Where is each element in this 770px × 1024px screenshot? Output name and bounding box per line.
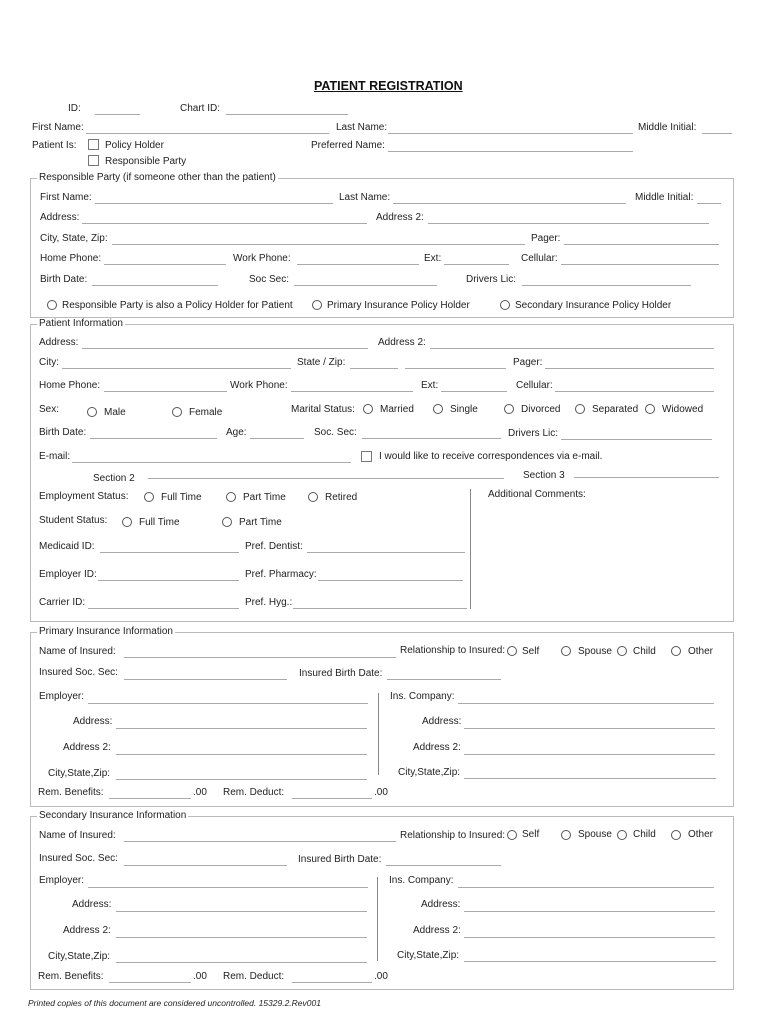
rp-soc-sec-field[interactable] (294, 285, 437, 286)
pri-ins-address2-label: Address 2: (413, 742, 461, 753)
widowed-radio[interactable] (645, 404, 655, 414)
rp-policy-holder-option: Responsible Party is also a Policy Holder for Patient (62, 300, 293, 311)
rp-address2-label: Address 2: (376, 212, 424, 223)
sec-soc-sec-label: Insured Soc. Sec: (39, 853, 118, 864)
pt-work-phone-label: Work Phone: (230, 380, 288, 391)
section-3-divider (574, 477, 719, 478)
pri-self-radio[interactable] (507, 646, 517, 656)
rp-cellular-label: Cellular: (521, 253, 558, 264)
male-label: Male (104, 407, 126, 418)
sec-ins-address-label: Address: (421, 899, 461, 910)
pref-pharmacy-field[interactable] (318, 580, 463, 581)
sec-soc-sec-field[interactable] (124, 865, 287, 866)
pt-birth-date-field[interactable] (90, 438, 217, 439)
last-name-label: Last Name: (336, 122, 388, 133)
middle-initial-field[interactable] (702, 133, 732, 134)
sec-address-label: Address: (72, 899, 112, 910)
pri-name-insured-field[interactable] (124, 657, 396, 658)
pri-self-label: Self (522, 646, 540, 657)
pri-relationship-label: Relationship to Insured: (400, 645, 506, 656)
rp-address2-field[interactable] (428, 223, 709, 224)
pt-sex-label: Sex: (39, 404, 60, 415)
pt-cellular-label: Cellular: (516, 380, 553, 391)
rp-city-field[interactable] (112, 244, 525, 245)
medicaid-id-field[interactable] (100, 552, 239, 553)
sec-city-label: City,State,Zip: (48, 951, 111, 962)
sec-rem-benefits-field[interactable] (109, 982, 191, 983)
pri-address2-label: Address 2: (63, 742, 111, 753)
rp-home-phone-field[interactable] (104, 264, 226, 265)
pt-ext-label: Ext: (421, 380, 439, 391)
sec-rem-deduct-cents: .00 (374, 971, 388, 982)
rp-primary-option: Primary Insurance Policy Holder (327, 300, 470, 311)
rp-secondary-radio[interactable] (500, 300, 510, 310)
pt-state-zip-label: State / Zip: (297, 357, 346, 368)
student-status-label: Student Status: (39, 515, 108, 526)
secondary-insurance-section (30, 816, 734, 990)
divorced-label: Divorced (521, 404, 561, 415)
pri-birth-date-field[interactable] (387, 679, 501, 680)
patient-is-label: Patient Is: (32, 140, 77, 151)
pt-ext-field[interactable] (441, 391, 507, 392)
pri-rem-benefits-label: Rem. Benefits: (38, 787, 104, 798)
sec-child-radio[interactable] (617, 830, 627, 840)
employment-part-time-radio[interactable] (226, 492, 236, 502)
pt-drivers-lic-label: Drivers Lic: (508, 428, 559, 439)
sec-spouse-radio[interactable] (561, 830, 571, 840)
sec-name-insured-label: Name of Insured: (39, 830, 116, 841)
pref-pharmacy-label: Pref. Pharmacy: (245, 569, 317, 580)
carrier-id-label: Carrier ID: (39, 597, 86, 608)
middle-initial-label: Middle Initial: (638, 122, 697, 133)
sec-birth-date-field[interactable] (386, 865, 501, 866)
sec-address2-field[interactable] (116, 937, 367, 938)
student-full-time-radio[interactable] (122, 517, 132, 527)
sec-child-label: Child (633, 829, 656, 840)
pt-address-label: Address: (39, 337, 79, 348)
pri-soc-sec-label: Insured Soc. Sec: (39, 667, 118, 678)
pt-state-field[interactable] (350, 368, 398, 369)
pri-spouse-radio[interactable] (561, 646, 571, 656)
pri-ins-address-field[interactable] (464, 728, 715, 729)
female-radio[interactable] (172, 407, 182, 417)
sec-ins-city-label: City,State,Zip: (397, 950, 460, 961)
sec-other-radio[interactable] (671, 830, 681, 840)
student-part-time-label: Part Time (239, 517, 282, 528)
pt-address-field[interactable] (82, 348, 368, 349)
sec-self-radio[interactable] (507, 830, 517, 840)
pt-city-label: City: (39, 357, 59, 368)
medicaid-id-label: Medicaid ID: (39, 541, 95, 552)
pt-work-phone-field[interactable] (291, 391, 413, 392)
pref-hyg-label: Pref. Hyg.: (245, 597, 293, 608)
pt-city-field[interactable] (62, 368, 291, 369)
pri-city-field[interactable] (116, 779, 367, 780)
pt-pager-label: Pager: (513, 357, 543, 368)
pri-rem-benefits-field[interactable] (109, 798, 191, 799)
primary-insurance-section (30, 632, 734, 807)
sec-relationship-label: Relationship to Insured: (400, 830, 506, 841)
section-2-label: Section 2 (93, 473, 135, 484)
pt-drivers-lic-field[interactable] (561, 439, 712, 440)
sec-column-divider (377, 877, 378, 961)
pri-child-label: Child (633, 646, 656, 657)
responsible-party-checkbox[interactable] (88, 155, 99, 166)
employer-id-label: Employer ID: (39, 569, 97, 580)
rp-pager-label: Pager: (531, 233, 561, 244)
pt-home-phone-field[interactable] (104, 391, 227, 392)
rp-work-phone-field[interactable] (297, 264, 419, 265)
pri-address2-field[interactable] (116, 754, 367, 755)
male-radio[interactable] (87, 407, 97, 417)
single-label: Single (450, 404, 478, 415)
pri-city-label: City,State,Zip: (48, 768, 111, 779)
sec-address2-label: Address 2: (63, 925, 111, 936)
pref-dentist-label: Pref. Dentist: (245, 541, 303, 552)
section-separator (470, 489, 471, 609)
first-name-field[interactable] (86, 133, 329, 134)
sec-other-label: Other (688, 829, 714, 840)
rp-last-name-label: Last Name: (339, 192, 391, 203)
id-label: ID: (68, 103, 81, 114)
pri-employer-label: Employer: (39, 691, 85, 702)
pri-ins-city-label: City,State,Zip: (398, 767, 461, 778)
pt-soc-sec-label: Soc. Sec: (314, 427, 357, 438)
pt-age-field[interactable] (250, 438, 304, 439)
pri-birth-date-label: Insured Birth Date: (299, 668, 383, 679)
chart-id-field[interactable] (226, 114, 348, 115)
sec-ins-address2-field[interactable] (464, 937, 715, 938)
policy-holder-checkbox[interactable] (88, 139, 99, 150)
rp-first-name-label: First Name: (40, 192, 92, 203)
sec-ins-city-field[interactable] (464, 961, 716, 962)
footer-note: Printed copies of this document are considered uncontrolled. 15329.2.Rev001 (28, 998, 321, 1008)
married-label: Married (380, 404, 414, 415)
sec-self-label: Self (522, 829, 540, 840)
employer-id-field[interactable] (98, 580, 239, 581)
pri-ins-address2-field[interactable] (464, 754, 715, 755)
pri-spouse-label: Spouse (578, 646, 612, 657)
divorced-radio[interactable] (504, 404, 514, 414)
pt-email-field[interactable] (72, 462, 351, 463)
sec-ins-address-field[interactable] (464, 911, 715, 912)
employment-status-label: Employment Status: (39, 491, 129, 502)
secondary-insurance-legend: Secondary Insurance Information (39, 810, 187, 821)
policy-holder-label: Policy Holder (105, 140, 164, 151)
pri-name-insured-label: Name of Insured: (39, 646, 116, 657)
sec-employer-label: Employer: (39, 875, 85, 886)
rp-ext-field[interactable] (444, 264, 509, 265)
preferred-name-field[interactable] (388, 151, 633, 152)
responsible-party-legend: Responsible Party (if someone other than the patient) (39, 172, 276, 183)
rp-birth-date-field[interactable] (92, 285, 218, 286)
primary-insurance-legend: Primary Insurance Information (39, 626, 173, 637)
sec-name-insured-field[interactable] (124, 841, 396, 842)
pri-ins-company-label: Ins. Company: (390, 691, 455, 702)
email-consent-label: I would like to receive correspondences via e-mail. (379, 451, 603, 462)
pri-soc-sec-field[interactable] (124, 679, 287, 680)
sec-rem-deduct-field[interactable] (292, 982, 372, 983)
separated-label: Separated (592, 404, 639, 415)
rp-ext-label: Ext: (424, 253, 442, 264)
married-radio[interactable] (363, 404, 373, 414)
pt-address2-field[interactable] (430, 348, 714, 349)
employment-full-time-label: Full Time (161, 492, 202, 503)
rp-first-name-field[interactable] (95, 203, 333, 204)
pt-zip-field[interactable] (405, 368, 506, 369)
responsible-party-label: Responsible Party (105, 156, 187, 167)
pt-address2-label: Address 2: (378, 337, 426, 348)
employment-part-time-label: Part Time (243, 492, 286, 503)
pri-rem-deduct-field[interactable] (292, 798, 372, 799)
rp-drivers-lic-label: Drivers Lic: (466, 274, 517, 285)
pt-email-label: E-mail: (39, 451, 71, 462)
rp-primary-radio[interactable] (312, 300, 322, 310)
rp-city-label: City, State, Zip: (40, 233, 108, 244)
rp-address-field[interactable] (82, 223, 367, 224)
pri-ins-address-label: Address: (422, 716, 462, 727)
pri-rem-benefits-cents: .00 (193, 787, 207, 798)
sec-birth-date-label: Insured Birth Date: (298, 854, 382, 865)
sec-employer-field[interactable] (88, 887, 368, 888)
rp-last-name-field[interactable] (393, 203, 626, 204)
rp-address-label: Address: (40, 212, 80, 223)
section-3-label: Section 3 (523, 470, 565, 481)
rp-cellular-field[interactable] (561, 264, 719, 265)
pri-ins-company-field[interactable] (458, 703, 714, 704)
rp-home-phone-label: Home Phone: (40, 253, 102, 264)
pri-column-divider (378, 693, 379, 775)
employment-retired-label: Retired (325, 492, 358, 503)
sec-rem-benefits-cents: .00 (193, 971, 207, 982)
carrier-id-field[interactable] (88, 608, 239, 609)
pri-rem-deduct-label: Rem. Deduct: (223, 787, 285, 798)
rp-secondary-option: Secondary Insurance Policy Holder (515, 300, 672, 311)
pri-child-radio[interactable] (617, 646, 627, 656)
pt-home-phone-label: Home Phone: (39, 380, 101, 391)
pri-address-label: Address: (73, 716, 113, 727)
sec-rem-deduct-label: Rem. Deduct: (223, 971, 285, 982)
separated-radio[interactable] (575, 404, 585, 414)
student-part-time-radio[interactable] (222, 517, 232, 527)
patient-info-legend: Patient Information (39, 318, 123, 329)
female-label: Female (189, 407, 223, 418)
single-radio[interactable] (433, 404, 443, 414)
rp-birth-date-label: Birth Date: (40, 274, 88, 285)
pt-cellular-field[interactable] (555, 391, 714, 392)
first-name-label: First Name: (32, 122, 84, 133)
pt-birth-date-label: Birth Date: (39, 427, 87, 438)
section-divider (148, 478, 504, 479)
rp-work-phone-label: Work Phone: (233, 253, 291, 264)
pt-age-label: Age: (226, 427, 247, 438)
rp-policy-holder-radio[interactable] (47, 300, 57, 310)
page-title: PATIENT REGISTRATION (314, 79, 463, 93)
last-name-field[interactable] (388, 133, 633, 134)
sec-ins-address2-label: Address 2: (413, 925, 461, 936)
sec-spouse-label: Spouse (578, 829, 612, 840)
rp-pager-field[interactable] (564, 244, 719, 245)
pt-soc-sec-field[interactable] (362, 438, 501, 439)
widowed-label: Widowed (662, 404, 704, 415)
rp-drivers-lic-field[interactable] (522, 285, 691, 286)
pri-other-radio[interactable] (671, 646, 681, 656)
email-consent-checkbox[interactable] (361, 451, 372, 462)
pri-rem-deduct-cents: .00 (374, 787, 388, 798)
pri-address-field[interactable] (116, 728, 367, 729)
marital-status-label: Marital Status: (291, 404, 355, 415)
rp-middle-initial-label: Middle Initial: (635, 192, 694, 203)
pt-pager-field[interactable] (545, 368, 714, 369)
id-field[interactable] (95, 114, 140, 115)
rp-soc-sec-label: Soc Sec: (249, 274, 290, 285)
sec-ins-company-field[interactable] (458, 887, 714, 888)
sec-ins-company-label: Ins. Company: (389, 875, 454, 886)
pref-hyg-field[interactable] (293, 608, 467, 609)
pri-employer-field[interactable] (88, 703, 368, 704)
pri-other-label: Other (688, 646, 714, 657)
student-full-time-label: Full Time (139, 517, 180, 528)
sec-city-field[interactable] (116, 962, 367, 963)
pref-dentist-field[interactable] (307, 552, 465, 553)
rp-middle-initial-field[interactable] (697, 203, 721, 204)
employment-retired-radio[interactable] (308, 492, 318, 502)
chart-id-label: Chart ID: (180, 103, 221, 114)
preferred-name-label: Preferred Name: (311, 140, 385, 151)
sec-address-field[interactable] (116, 911, 367, 912)
employment-full-time-radio[interactable] (144, 492, 154, 502)
sec-rem-benefits-label: Rem. Benefits: (38, 971, 104, 982)
pri-ins-city-field[interactable] (464, 778, 716, 779)
additional-comments-label: Additional Comments: (488, 489, 586, 500)
